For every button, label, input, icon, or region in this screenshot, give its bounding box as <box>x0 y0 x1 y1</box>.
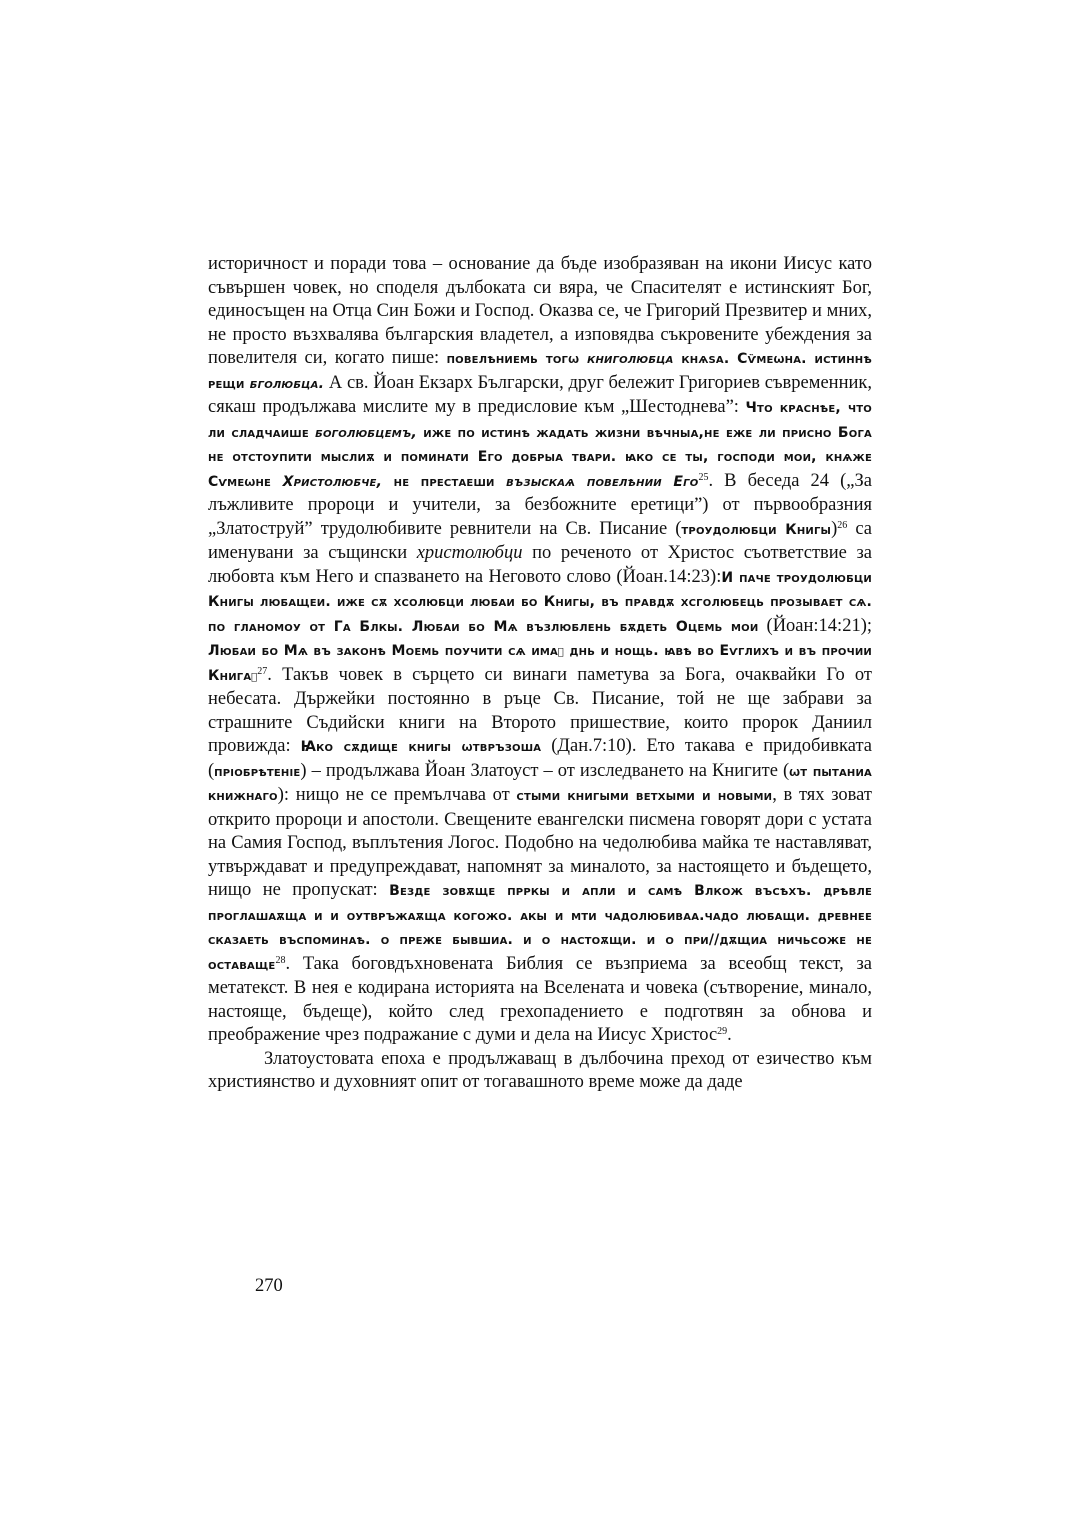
body-paragraph <box>208 1048 872 1095</box>
church-slavonic-quote: повелѣниемь тогѡ <box>446 351 588 367</box>
body-text: по реченото от Христос съответствие за любовта към Него и спазването на Неговото слово (Йоан.14:23): <box>208 543 872 587</box>
church-slavonic-quote-italic: книголюбца <box>587 351 674 367</box>
church-slavonic-quote-italic: Христолюбче, <box>282 473 383 490</box>
church-slavonic-quote: Везде зовѫще прркы и апли и самѣ Влкож въсѣхъ. дрѣвле проглашаѫща и и оутвръжаѫща когожо. акы и мти чадолюбиваа.чадо любащи. древнее сказаеть въспоминаѣ. о преже бывшиа. и о настоѫщи. и о при//дѫщиа ничьсоже не оставаще <box>208 883 872 973</box>
church-slavonic-quote: И паче троудолюбци Книгы любащеи. иже сѫ хсолюбци любаи бо Книгы, въ правдѫ хсголюбець прозывает сѧ. по гланомоу от Га Блкы. Любаи бо Мѧ възлюблень бѫдеть Оцемь мои <box>208 569 872 635</box>
church-slavonic-quote: стыми книгыми ветхыми и новыми <box>516 788 773 804</box>
body-text: . Така боговдъхновената Библия се възприема за всеобщ текст, за метатекст. В нея е кодирана историята на Вселената и човека (сътворение, минало, настояще, бъдеще), който след грехопадението е подготвян за обнова и преображение чрез подражание с думи и дела на Иисус Христос <box>208 953 872 1045</box>
body-text: (Йоан:14:21); <box>758 615 872 636</box>
church-slavonic-quote: прiобрѣтенiе <box>214 763 301 780</box>
church-slavonic-quote: кнѧѕа. Сѷмеѡна. истиннѣ рещи <box>208 351 872 392</box>
footnote-ref: 26 <box>837 519 848 531</box>
body-text: историчност и поради това – основание да бъде изобразяван на икони Иисус като съвършен човек, но споделя дълбоката си вяра, че Спасителят е истинският Бог, единосъщен на Отца Син Божи и Господ. Оказва се, че Григорий Презвитер и мних, не просто възхвалява българския владетел, а изповядва съкровените убеждения за повелителя си, когато пише: <box>208 254 872 368</box>
page-body <box>208 253 872 1095</box>
church-slavonic-quote: Любаи бо Мѧ въ законѣ Моемь поучити сѧ имаⷮ днь и нощь. ꙗвѣ во Еѵглихъ и въ прочии Книгаⷯ <box>208 643 872 684</box>
body-text: ) <box>831 518 838 539</box>
footnote-ref: 29 <box>717 1026 728 1037</box>
body-text: . Такъв човек в сърцето си винаги паметува за Бога, очаквайки Го от небесата. Държейки постоянно в ръце Св. Писание, той не ще забрави за страшните Съдийски книги на Второто пришествие, които пророк Даниил провижда: <box>208 664 872 756</box>
footnote-ref: 27 <box>257 665 268 677</box>
body-text: . В беседа 24 („За лъжливите пророци и учители, за безбожните еретици”) от първообразния „Златоструй” трудолюбивите ревнители на Св. Писание ( <box>208 470 872 539</box>
body-text: А св. Йоан Екзарх Български, друг бележит Григориев съвременник, сякаш продължава мислите му в предисловие към „Шестоднева”: <box>208 372 872 417</box>
body-text: (Дан.7:10). Ето такава е придобивката ( <box>208 736 872 781</box>
footnote-ref: 28 <box>275 954 286 966</box>
church-slavonic-quote: троудолюбци Книгы <box>681 521 832 538</box>
church-slavonic-quote-italic: бголюбца. <box>249 375 325 392</box>
body-paragraph <box>208 253 872 1048</box>
body-text: Златоустовата епоха е продължаващ в дълбочина преход от езичество към християнство и духовният опит от тогавашното време може да даде <box>208 1048 872 1092</box>
church-slavonic-quote: не престаеши <box>382 473 507 490</box>
body-text: ): нищо не се премълчава от <box>277 785 517 805</box>
page-number: 270 <box>255 1276 283 1296</box>
church-slavonic-quote: ѡт пытаниа книжнаго <box>208 763 872 804</box>
footnote-ref: 25 <box>698 471 709 483</box>
body-text: са именувани за същински <box>208 518 872 563</box>
body-text: , в тях зоват открито пророци и апостоли. Свещените евангелски писмена говорят дори с устата на Самия Господ, въплътения Логос. Подобно на чедолюбива майка те наставляват, утвърждават и предупреждават, напомнят за миналото, за настоящето и бъдещето, нищо не пропускат: <box>208 785 872 900</box>
church-slavonic-quote: иже по истинѣ жадать жизни вѣчныа,не еже ли присно Бога не отстоупити мыслиѫ и поминати Его добрыа твари. ꙗко се ты, господи мои, кнѧже Сѵмеѡне <box>208 424 872 490</box>
church-slavonic-quote: Что краснѣе, что ли сладчаише <box>208 400 872 441</box>
body-text: ) – продължава Йоан Златоуст – от изследването на Книгите ( <box>300 760 790 781</box>
church-slavonic-quote-italic: възыскаѧ повелѣнии Его <box>506 473 699 490</box>
church-slavonic-quote: Ꙗко сѫдище книгы ѡтвръзоша <box>300 739 542 755</box>
emphasis-text: христолюбци <box>416 543 523 563</box>
church-slavonic-quote-italic: боголюбцемъ, <box>315 424 417 441</box>
body-text: . <box>727 1025 732 1045</box>
